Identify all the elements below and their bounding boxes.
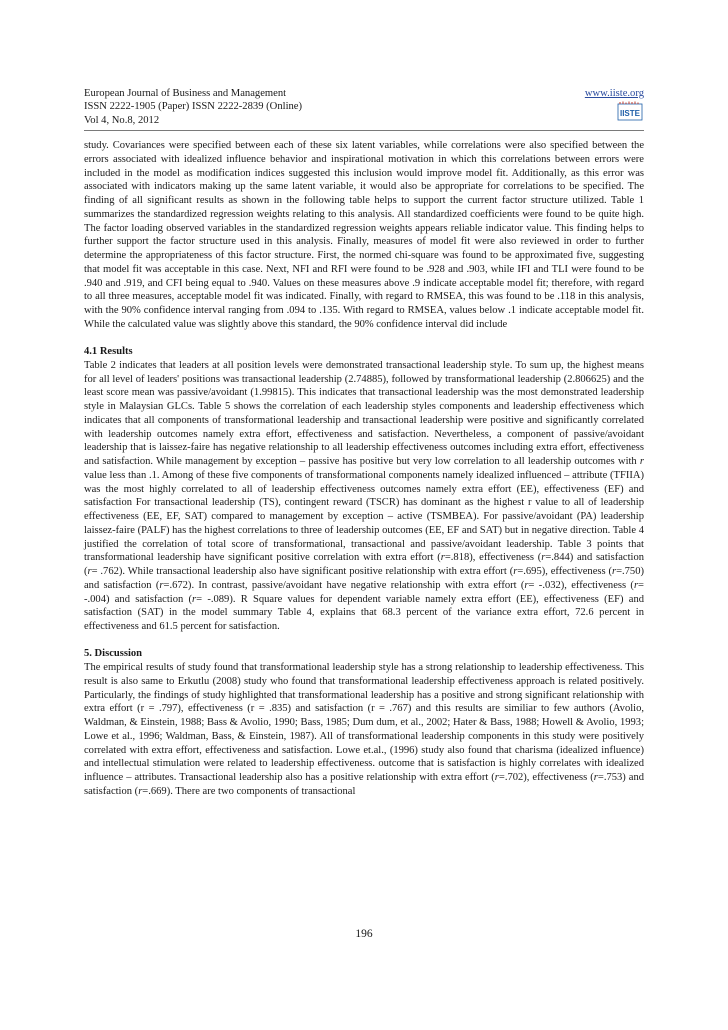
volume-line: Vol 4, No.8, 2012 <box>84 114 160 126</box>
results-heading: 4.1 Results <box>84 346 133 358</box>
discussion-paragraph: The empirical results of study found that transformational leadership style has a strong relationship to leadership effectiveness. This result is also same to Erkutlu (2008) study who found that transformational leadership effectiveness approach is related positively. Particularly, the findings of study highlighted that transformational leadership has a positive and strong significant relationship with extra effort (r = .797), effectiveness (r = .835) and satisfaction (r = .767) and this results are similiar to few authors (Avolio, Waldman, & Einstein, 1988; Bass & Avolio, 1990; Bass, 1985; Dum dum, et al., 2002; Hater & Bass, 1988; Howell & Avolio, 1993; Lowe et al., 1996; Waldman, Bass, & Einstein, 1987). All of transformational leadership components in this study were positively correlated with extra effort, effectiveness and satisfaction. Lowe et.al., (1996) study also found that charisma (idealized influence) and intellectual stimulation were related to leadership effectiveness. outcome that is satisfaction is highly correlates with idealized influence – attributes. Transactional leadership also has a positive relationship with extra effort (r=.702), effectiveness (r=.753) and satisfaction (r=.669). There are two components of transactional <box>84 662 644 797</box>
article-body <box>84 139 644 799</box>
iiste-logo-icon <box>617 101 643 121</box>
page-header <box>84 87 644 127</box>
intro-paragraph: study. Covariances were specified between each of these six latent variables, while correlations were also specified between the errors associated with idealized influence behavior and inspirational motivation in which this correlations between errors were included in the model as modification indices suggested this inclusion would improve model fit. Additionally, as this error was associated with indicators making up the same latent variable, it would also be appropriate for correlations to be specified. The finding of all significant results as shown in the following table helps to support the current factor structure utilized. Table 1 summarizes the standardized regression weights relating to this analysis. All standardized coefficients were found to be quite high. The factor loading observed variables in the standardized regression weights appears reliable indicator value. This finding helps to further support the factor structure used in this analysis. Finally, measures of model fit were also reviewed in order to further determine the appropriateness of this factor structure. First, the normed chi-square was found to be approximated five, suggesting that model fit was acceptable in this case. Next, NFI and RFI were found to be .928 and .903, while IFI and TLI were found to be .940 and .919, and CFI being equal to .940. Values on these measures above .9 indicate acceptable model fit; therefore, with regard to all three measures, acceptable model fit was indicated. Finally, with regard to RMSEA, this was found to be .118 in this analysis, with the 90% confidence interval ranging from .094 to .135. With regard to RMSEA, values below .1 indicate acceptable model fit. While the calculated value was slightly above this standard, the 90% confidence interval did include <box>84 140 644 330</box>
journal-title: European Journal of Business and Management <box>84 88 287 99</box>
page-number: 196 <box>355 928 373 940</box>
journal-url-link[interactable]: www.iiste.org <box>584 88 644 99</box>
issn-line: ISSN 2222-1905 (Paper) ISSN 2222-2839 (Online) <box>84 101 303 113</box>
discussion-heading: 5. Discussion <box>84 648 143 660</box>
results-paragraph: Table 2 indicates that leaders at all position levels were demonstrated transactional leadership style. To sum up, the highest means for all level of leaders' positions was transactional leadership (2.74885), followed by transformational leadership (2.806625) and the least score mean was passive/avoidant (1.99815). This indicates that transactional leadership was the most demonstrated leadership style in Malaysian GLCs. Table 5 shows the correlation of each leadership styles components and leadership effectiveness which indicates that all components of transformational leadership and transactional leadership were positive and significantly correlated with leadership outcomes namely extra effort, effectiveness and satisfaction. Nevertheless, a component of passive/avoidant leadership that is laissez-faire has negative relationship to all leadership effectiveness outcomes including extra effort, effectiveness and satisfaction. While management by exception – passive has positive but very low correlation to all leadership outcomes with r value less than .1. Among of these five components of transformational components namely idealized influenced – attribute (TFIIA) was the most highly correlated to all of leadership effectiveness outcomes namely extra effort (EE), effectiveness (EF) and satisfaction For transactional leadership (TS), contingent reward (TSCR) has dominant as the highest r value to all of leadership effectiveness (EE, EF, SAT) compared to management by exception – active (TSMBEA). For passive/avoidant (PA) leadership laissez-faire (PALF) has the highest correlations to three of leadership outcomes (EE, EF and SAT) but in negative direction. Table 4 justified the correlation of total score of transformational, transactional and passive/avoidant leadership. Table 3 points that transformational leadership have significant positive correlation with extra effort (r=.818), effectiveness (r=.844) and satisfaction (r= .762). While transactional leadership also have significant positive relationship with extra effort (r=.695), effectiveness (r=.750) and satisfaction (r=.672). In contrast, passive/avoidant have negative relationship with extra effort (r= -.032), effectiveness (r= -.004) and satisfaction (r= -.089). R Square values for dependent variable namely extra effort (EE), effectiveness (EF) and satisfaction (SAT) in the model summary Table 4, explains that 68.3 percent of the variance extra effort, 72.6 percent in effectiveness and 61.5 percent for satisfaction. <box>84 359 644 633</box>
header-divider <box>84 130 644 131</box>
svg-text:IISTE: IISTE <box>619 109 641 118</box>
